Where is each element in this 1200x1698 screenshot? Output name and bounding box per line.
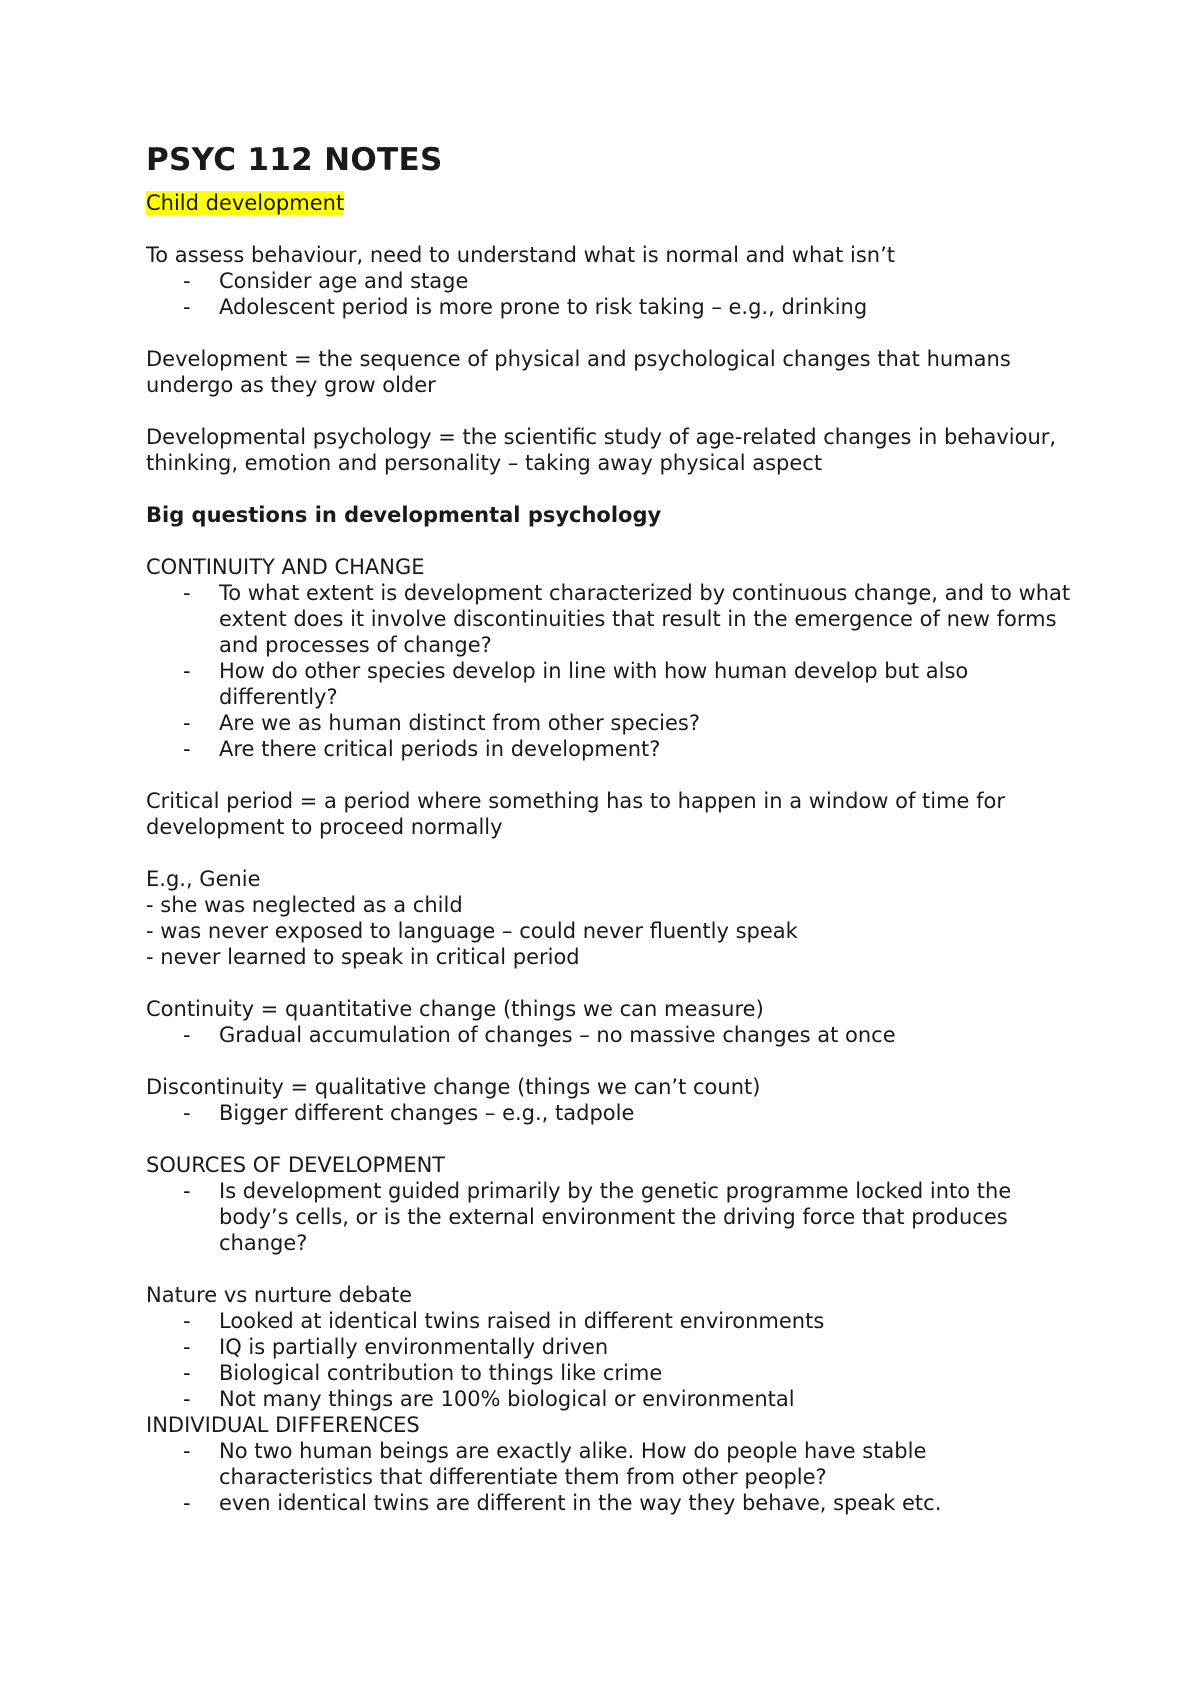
dash-marker: - <box>183 1491 191 1515</box>
list-item-text: even identical twins are different in the way they behave, speak etc. <box>219 1491 942 1515</box>
dash-marker: - <box>183 1335 191 1359</box>
continuity-definition: Continuity = quantitative change (things we can measure) <box>146 997 764 1021</box>
list-item-text: Adolescent period is more prone to risk taking – e.g., drinking <box>219 295 868 319</box>
list-item <box>146 294 1076 320</box>
document-title: PSYC 112 NOTES <box>146 142 443 178</box>
highlighted-heading <box>146 190 1076 216</box>
continuity-change-heading: CONTINUITY AND CHANGE <box>146 555 425 579</box>
list-item-text: How do other species develop in line with how human develop but also differently? <box>219 659 969 709</box>
list-item <box>146 1490 1076 1516</box>
list-item-text: Looked at identical twins raised in different environments <box>219 1309 825 1333</box>
list-item <box>146 736 1076 762</box>
intro-text: To assess behaviour, need to understand what is normal and what isn’t <box>146 243 896 267</box>
dash-marker: - <box>183 737 191 761</box>
nature-nurture-heading: Nature vs nurture debate <box>146 1283 413 1307</box>
development-definition: Development = the sequence of physical and psychological changes that humans undergo as they grow older <box>146 347 1011 397</box>
continuity-change-list <box>146 580 1076 762</box>
list-item <box>146 710 1076 736</box>
dash-marker: - <box>183 1387 191 1411</box>
intro-bullet-list <box>146 268 1076 320</box>
list-item <box>146 580 1076 658</box>
individual-differences-heading: INDIVIDUAL DIFFERENCES <box>146 1413 420 1437</box>
list-item-text: No two human beings are exactly alike. How do people have stable characteristics that differentiate them from other people? <box>219 1439 927 1489</box>
list-item-text: Are we as human distinct from other species? <box>219 711 701 735</box>
list-item-text: Biological contribution to things like crime <box>219 1361 663 1385</box>
sources-heading: SOURCES OF DEVELOPMENT <box>146 1153 446 1177</box>
list-item <box>146 268 1076 294</box>
list-item-text: Are there critical periods in development? <box>219 737 661 761</box>
document-page <box>146 140 1076 1516</box>
discontinuity-definition: Discontinuity = qualitative change (things we can’t count) <box>146 1075 761 1099</box>
highlight-text: Child development <box>146 191 345 215</box>
list-item <box>146 1178 1076 1256</box>
dash-marker: - <box>183 1179 191 1203</box>
list-item-text: Gradual accumulation of changes – no massive changes at once <box>219 1023 896 1047</box>
list-item <box>146 658 1076 710</box>
list-item <box>146 1100 1076 1126</box>
list-item-text: Is development guided primarily by the genetic programme locked into the body’s cells, or is the external environment the driving force that produces change? <box>219 1179 1012 1255</box>
critical-period-definition: Critical period = a period where something has to happen in a window of time for development to proceed normally <box>146 789 1006 839</box>
list-item <box>146 1022 1076 1048</box>
genie-line: - was never exposed to language – could never fluently speak <box>146 919 798 943</box>
individual-differences-list <box>146 1438 1076 1516</box>
dash-marker: - <box>183 1361 191 1385</box>
genie-heading: E.g., Genie <box>146 867 261 891</box>
dash-marker: - <box>183 295 191 319</box>
list-item <box>146 1386 1076 1412</box>
list-item-text: IQ is partially environmentally driven <box>219 1335 609 1359</box>
discontinuity-list <box>146 1100 1076 1126</box>
genie-line: - she was neglected as a child <box>146 893 463 917</box>
list-item <box>146 1360 1076 1386</box>
dash-marker: - <box>183 711 191 735</box>
dash-marker: - <box>183 1101 191 1125</box>
dash-marker: - <box>183 1439 191 1463</box>
dash-marker: - <box>183 1023 191 1047</box>
list-item <box>146 1308 1076 1334</box>
sources-list <box>146 1178 1076 1256</box>
genie-line: - never learned to speak in critical period <box>146 945 580 969</box>
list-item-text: To what extent is development characterized by continuous change, and to what extent does it involve discontinuities that result in the emergence of new forms and processes of change? <box>219 581 1071 657</box>
list-item-text: Not many things are 100% biological or environmental <box>219 1387 795 1411</box>
big-questions-heading: Big questions in developmental psychology <box>146 503 662 527</box>
nature-nurture-list <box>146 1308 1076 1412</box>
list-item-text: Consider age and stage <box>219 269 469 293</box>
continuity-list <box>146 1022 1076 1048</box>
dash-marker: - <box>183 1309 191 1333</box>
list-item-text: Bigger different changes – e.g., tadpole <box>219 1101 635 1125</box>
list-item <box>146 1334 1076 1360</box>
devpsych-definition: Developmental psychology = the scientific study of age-related changes in behaviour, thinking, emotion and personality – taking away physical aspect <box>146 425 1057 475</box>
dash-marker: - <box>183 581 191 605</box>
dash-marker: - <box>183 269 191 293</box>
dash-marker: - <box>183 659 191 683</box>
list-item <box>146 1438 1076 1490</box>
